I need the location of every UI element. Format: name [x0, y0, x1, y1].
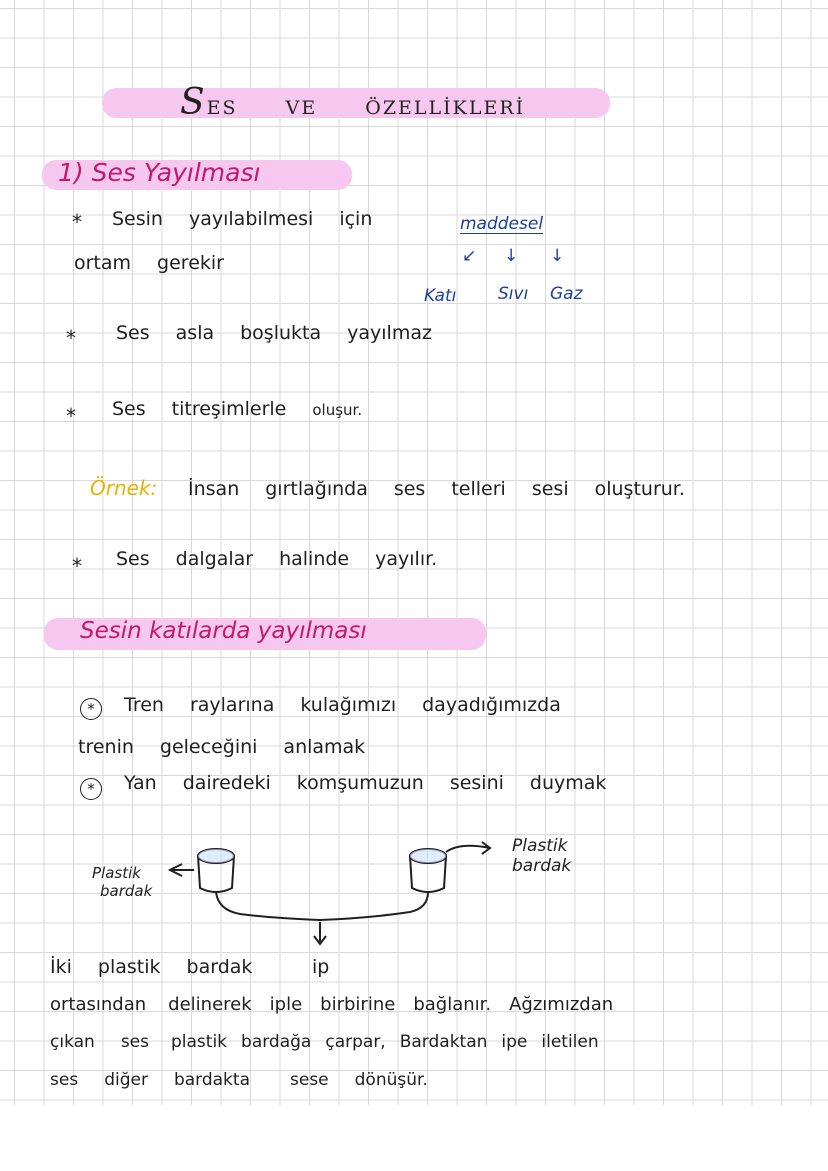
- bullet-star: *: [72, 210, 82, 234]
- example-label: Örnek:: [90, 476, 158, 500]
- paragraph-line2: ortasından delinerek iple birbirine bağlanır. Ağzımızdan: [50, 994, 614, 1015]
- circled-star-icon: *: [80, 778, 102, 800]
- page-title: SES VE ÖZELLİKLERİ: [180, 82, 526, 123]
- paragraph-line1: İki plastik bardak: [50, 956, 253, 978]
- bullet-star: *: [66, 404, 76, 428]
- section2-title: Sesin katılarda yayılması: [80, 618, 367, 644]
- item2-text: Yan dairedeki komşumuzun sesini duymak: [124, 772, 607, 794]
- cup-telephone-drawing: [160, 830, 520, 960]
- bullet4-text: Ses dalgalar halinde yayılır.: [116, 548, 438, 570]
- state-gas: Gaz: [550, 284, 583, 304]
- example-text: İnsan gırtlağında ses telleri sesi oluşturur.: [188, 478, 685, 500]
- state-solid: Katı: [424, 286, 457, 306]
- bullet1-line2: ortam gerekir: [74, 252, 224, 274]
- arrow-icon: ↓: [550, 246, 565, 266]
- section1-title: 1) Ses Yayılması: [58, 158, 261, 187]
- circled-star-icon: *: [80, 698, 102, 720]
- string-label: ip: [312, 956, 330, 978]
- bullet-star: *: [66, 326, 76, 350]
- paragraph-line4: ses diğer bardakta sese dönüşür.: [50, 1070, 428, 1090]
- right-cup-label: Plastik bardak: [512, 836, 572, 876]
- paragraph-line3: çıkan ses plastik bardağa çarpar, Bardaktan ipe iletilen: [50, 1032, 599, 1052]
- bullet-star: *: [72, 554, 82, 578]
- bullet2-text: Ses asla boşlukta yayılmaz: [116, 322, 432, 344]
- bullet1-line1: Sesin yayılabilmesi için: [112, 208, 373, 230]
- page-margin-bottom: [0, 1105, 828, 1171]
- state-liquid: Sıvı: [498, 284, 529, 304]
- keyword-maddesel: maddesel: [460, 214, 544, 234]
- item1-line1: Tren raylarına kulağımızı dayadığımızda: [124, 694, 561, 716]
- bullet3-text: Ses titreşimlerle oluşur.: [112, 398, 363, 420]
- arrow-icon: ↓: [504, 246, 519, 266]
- arrow-icon: ↙: [462, 246, 477, 266]
- item1-line2: trenin geleceğini anlamak: [78, 736, 366, 758]
- left-cup-label: Plastik bardak: [92, 864, 153, 900]
